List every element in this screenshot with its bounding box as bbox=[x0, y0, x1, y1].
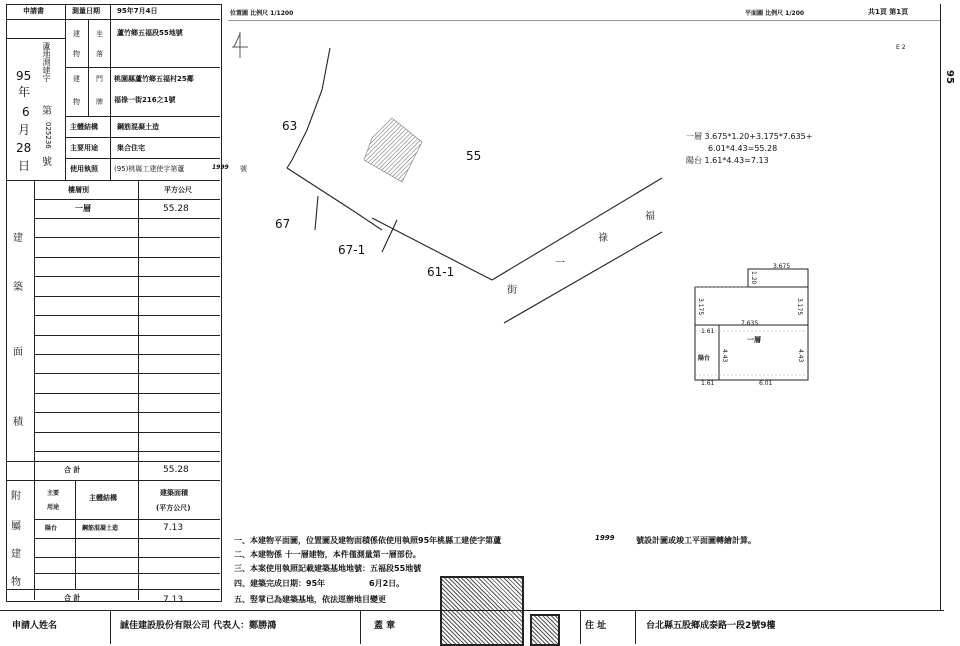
door-value1: 桃園縣蘆竹鄉五福村25鄰 bbox=[114, 75, 194, 83]
calc-line-3: 陽台 1.61*4.43=7.13 bbox=[686, 156, 769, 165]
site-value: 蘆竹鄉五福段55地號 bbox=[117, 29, 183, 37]
plan-label-balcony: 陽台 bbox=[698, 355, 711, 362]
site-label1: 建 bbox=[73, 30, 80, 38]
annex-total: 7.13 bbox=[163, 595, 184, 605]
note-5: 五、竪掌已為建築基地，依法逕辦地目變更 bbox=[234, 595, 386, 604]
location-map bbox=[222, 20, 722, 350]
dim-right: 3.175 bbox=[796, 298, 803, 316]
date-month-unit: 月 bbox=[18, 123, 31, 137]
area-side-2: 築 bbox=[13, 282, 23, 293]
annex-structure: 鋼筋混凝土造 bbox=[82, 525, 119, 532]
dim-bottom: 6.01 bbox=[759, 380, 773, 387]
lot-boundary-67 bbox=[315, 196, 318, 230]
dim-left: 3.175 bbox=[697, 298, 704, 316]
note-1-permit-no: 1999 bbox=[595, 534, 615, 542]
note-2: 二、本建物係 十一層建物，本件僅測量第一層部份。 bbox=[234, 550, 421, 559]
dim-bottom-left: 1.61 bbox=[701, 380, 715, 387]
dim-443a: 4.43 bbox=[721, 349, 728, 363]
seal-stamp-small bbox=[530, 614, 560, 646]
street-char-4: 街 bbox=[507, 285, 517, 296]
permit-value: (95)桃縣工建使字第蘆 bbox=[114, 165, 185, 173]
door-label3: 物 bbox=[73, 98, 80, 106]
seal-label: 蓋 章 bbox=[374, 621, 396, 631]
calc-line-2: 6.01*4.43=55.28 bbox=[708, 144, 778, 153]
note-4-date: 6月2日。 bbox=[369, 579, 405, 588]
use-value: 集合住宅 bbox=[117, 144, 145, 152]
street-char-3: 一 bbox=[555, 258, 565, 269]
date-month: 6 bbox=[22, 105, 30, 119]
date-year: 95 bbox=[16, 69, 32, 83]
area-side-4: 積 bbox=[13, 417, 23, 428]
annex-col-area-2: (平方公尺) bbox=[156, 504, 191, 512]
dim-120: 1.20 bbox=[750, 271, 757, 285]
note-1-cont: 號設計圖或竣工平面圖轉繪計算。 bbox=[636, 536, 756, 545]
lot-55: 55 bbox=[466, 149, 482, 163]
applicant-no-label: 申請書 bbox=[23, 7, 44, 15]
lot-63: 63 bbox=[282, 119, 298, 133]
applicant-value: 誠佳建設股份有限公司 代表人：鄭勝鴻 bbox=[120, 621, 277, 631]
lot-boundary-north bbox=[287, 48, 330, 168]
date-year-unit: 年 bbox=[18, 85, 31, 99]
calc-line-1: 一層 3.675*1.20+3.175*7.635+ bbox=[686, 132, 813, 141]
lot-61-1: 61-1 bbox=[427, 265, 455, 279]
annex-use: 陽台 bbox=[45, 525, 58, 532]
plan-label-floor: 一層 bbox=[747, 336, 761, 344]
structure-label: 主體結構 bbox=[70, 123, 98, 131]
note-3: 三、本案使用執照記載建築基地地號：五福段55地號 bbox=[234, 564, 422, 573]
lot-boundary-west bbox=[287, 168, 382, 230]
left-form bbox=[6, 4, 222, 602]
area-total: 55.28 bbox=[163, 465, 189, 475]
door-label1: 建 bbox=[73, 75, 80, 83]
cert-no-prefix: 第 bbox=[42, 106, 52, 117]
annex-side-1: 附 bbox=[11, 491, 21, 502]
annex-col-use-2: 用途 bbox=[47, 504, 60, 511]
annex-total-label: 合 計 bbox=[64, 594, 81, 602]
dim-443b: 4.43 bbox=[797, 349, 804, 363]
street-edge-south bbox=[504, 232, 662, 323]
structure-value: 鋼筋混凝土造 bbox=[117, 123, 159, 131]
area-total-label: 合 計 bbox=[64, 466, 81, 474]
cert-type: 蘆地測建字 bbox=[42, 42, 51, 82]
door-label2: 門 bbox=[96, 75, 103, 83]
seal-stamp-large bbox=[440, 576, 524, 646]
page-info: 共1頁 第1頁 bbox=[868, 8, 909, 16]
cert-no-suffix: 號 bbox=[42, 157, 52, 168]
location-scale-label: 位置圖 比例尺 1/1200 bbox=[230, 10, 294, 17]
survey-date-label: 測量日期 bbox=[72, 7, 100, 15]
use-label: 主要用途 bbox=[70, 144, 98, 152]
floor-name: 一層 bbox=[75, 204, 91, 213]
annex-col-use-1: 主要 bbox=[47, 490, 60, 497]
annex-side-4: 物 bbox=[11, 577, 21, 588]
door-label4: 牌 bbox=[96, 98, 103, 106]
date-day: 28 bbox=[16, 141, 32, 155]
dim-top: 3.675 bbox=[773, 263, 791, 270]
annex-col-area-1: 建築面積 bbox=[160, 489, 188, 497]
note-4: 四、建築完成日期：95年 bbox=[234, 579, 326, 588]
annex-side-2: 屬 bbox=[11, 521, 21, 532]
permit-no: 1999 bbox=[212, 164, 229, 171]
survey-date-value: 95年7月4日 bbox=[117, 7, 158, 15]
col-area-header: 平方公尺 bbox=[164, 186, 192, 194]
address-value: 台北縣五股鄉成泰路一段2號9樓 bbox=[646, 621, 776, 631]
annex-col-structure: 主體結構 bbox=[89, 494, 117, 502]
floor-plan-scale-label: 平面圖 比例尺 1/200 bbox=[745, 10, 805, 17]
lot-67: 67 bbox=[275, 217, 291, 231]
street-char-2: 祿 bbox=[598, 233, 608, 244]
door-value2: 福祿一街216之1號 bbox=[114, 96, 176, 104]
building-label2: 物 bbox=[73, 50, 80, 58]
street-char-1: 福 bbox=[645, 211, 655, 222]
area-side-3: 面 bbox=[13, 347, 23, 358]
street-edge-north bbox=[492, 178, 662, 280]
annex-side-3: 建 bbox=[11, 549, 21, 560]
dim-mid: 7.635 bbox=[741, 320, 759, 327]
building-label3: 落 bbox=[96, 50, 103, 58]
applicant-label: 申請人姓名 bbox=[12, 621, 58, 631]
address-label: 住 址 bbox=[585, 621, 607, 631]
permit-suffix: 號 bbox=[240, 165, 247, 173]
edge-mark: 95 bbox=[943, 70, 955, 84]
lot-67-1: 67-1 bbox=[338, 243, 366, 257]
north-arrow-icon bbox=[232, 32, 248, 58]
sheet-code: E 2 bbox=[896, 44, 906, 51]
date-day-unit: 日 bbox=[18, 159, 31, 173]
col-floor-header: 樓層別 bbox=[68, 186, 89, 194]
cert-no: 025236 bbox=[44, 122, 52, 149]
floor-area: 55.28 bbox=[163, 204, 189, 214]
site-label2: 坐 bbox=[96, 30, 103, 38]
building-footprint bbox=[364, 118, 422, 182]
area-side-1: 建 bbox=[13, 233, 23, 244]
note-1: 一、本建物平面圖，位置圖及建物面積係依使用執照95年桃縣工建使字第蘆 bbox=[234, 536, 502, 545]
annex-area: 7.13 bbox=[163, 523, 184, 533]
permit-label: 使用執照 bbox=[70, 165, 98, 173]
floor-plan bbox=[693, 265, 813, 390]
dim-161: 1.61 bbox=[701, 328, 715, 335]
